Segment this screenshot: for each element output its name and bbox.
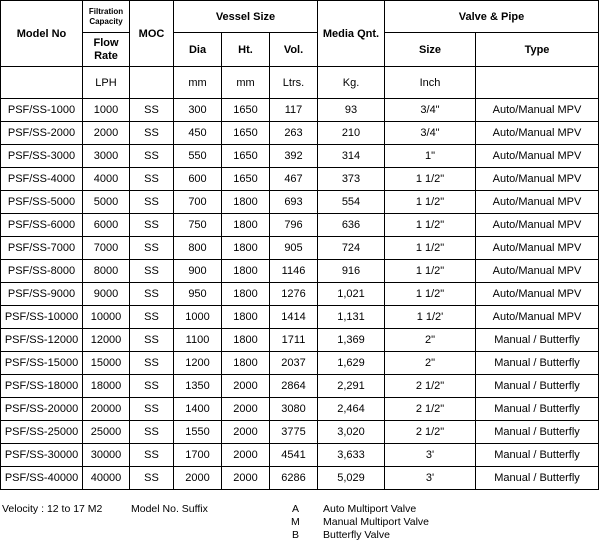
suffix-code-m: M (291, 516, 300, 528)
cell-type: Manual / Butterfly (476, 421, 599, 444)
cell-vol: 905 (270, 237, 318, 260)
cell-type: Manual / Butterfly (476, 375, 599, 398)
cell-vol: 796 (270, 214, 318, 237)
cell-flow: 4000 (83, 168, 130, 191)
cell-vol: 2864 (270, 375, 318, 398)
header-model-no: Model No (1, 1, 83, 67)
header-media-qnt: Media Qnt. (318, 1, 385, 67)
cell-vol: 2037 (270, 352, 318, 375)
table-row (1, 191, 599, 214)
cell-model: PSF/SS-8000 (1, 260, 83, 283)
cell-flow: 6000 (83, 214, 130, 237)
table-row (1, 168, 599, 191)
cell-model: PSF/SS-30000 (1, 444, 83, 467)
cell-type: Auto/Manual MPV (476, 145, 599, 168)
cell-size: 1 1/2" (385, 191, 476, 214)
cell-ht: 1800 (222, 214, 270, 237)
cell-dia: 1200 (174, 352, 222, 375)
table-row (1, 398, 599, 421)
cell-ht: 1650 (222, 122, 270, 145)
unit-moc (130, 67, 174, 99)
unit-model (1, 67, 83, 99)
cell-model: PSF/SS-6000 (1, 214, 83, 237)
cell-vol: 1276 (270, 283, 318, 306)
header-row-2 (1, 33, 599, 67)
table-row (1, 283, 599, 306)
cell-moc: SS (130, 122, 174, 145)
cell-ht: 1650 (222, 99, 270, 122)
cell-ht: 2000 (222, 375, 270, 398)
cell-vol: 467 (270, 168, 318, 191)
cell-media: 724 (318, 237, 385, 260)
header-vol: Vol. (270, 33, 318, 67)
cell-size: 1 1/2' (385, 306, 476, 329)
suffix-desc-b: Butterfly Valve (323, 529, 390, 541)
suffix-code-a: A (292, 503, 300, 515)
cell-dia: 900 (174, 260, 222, 283)
cell-moc: SS (130, 283, 174, 306)
cell-ht: 2000 (222, 421, 270, 444)
cell-ht: 1800 (222, 191, 270, 214)
cell-type: Auto/Manual MPV (476, 168, 599, 191)
cell-ht: 1800 (222, 237, 270, 260)
cell-dia: 1700 (174, 444, 222, 467)
cell-model: PSF/SS-40000 (1, 467, 83, 490)
cell-type: Manual / Butterfly (476, 444, 599, 467)
cell-type: Auto/Manual MPV (476, 283, 599, 306)
cell-model: PSF/SS-25000 (1, 421, 83, 444)
cell-flow: 40000 (83, 467, 130, 490)
cell-type: Auto/Manual MPV (476, 214, 599, 237)
table-row (1, 99, 599, 122)
cell-media: 373 (318, 168, 385, 191)
header-flow-rate: Flow Rate (83, 33, 130, 67)
unit-size: Inch (385, 67, 476, 99)
cell-ht: 2000 (222, 467, 270, 490)
cell-flow: 7000 (83, 237, 130, 260)
table-row (1, 375, 599, 398)
suffix-desc-a: Auto Multiport Valve (323, 503, 417, 515)
cell-media: 916 (318, 260, 385, 283)
cell-vol: 263 (270, 122, 318, 145)
cell-type: Manual / Butterfly (476, 329, 599, 352)
cell-flow: 30000 (83, 444, 130, 467)
cell-flow: 9000 (83, 283, 130, 306)
cell-vol: 1414 (270, 306, 318, 329)
table-row (1, 260, 599, 283)
cell-moc: SS (130, 237, 174, 260)
cell-model: PSF/SS-5000 (1, 191, 83, 214)
cell-media: 2,464 (318, 398, 385, 421)
header-ht: Ht. (222, 33, 270, 67)
cell-type: Auto/Manual MPV (476, 237, 599, 260)
header-valve-pipe: Valve & Pipe (385, 1, 599, 33)
cell-size: 1 1/2" (385, 237, 476, 260)
table-row (1, 122, 599, 145)
cell-model: PSF/SS-9000 (1, 283, 83, 306)
cell-vol: 4541 (270, 444, 318, 467)
cell-type: Auto/Manual MPV (476, 306, 599, 329)
cell-flow: 25000 (83, 421, 130, 444)
header-dia: Dia (174, 33, 222, 67)
cell-dia: 800 (174, 237, 222, 260)
suffix-desc-m: Manual Multiport Valve (323, 516, 430, 528)
cell-ht: 1800 (222, 283, 270, 306)
cell-media: 1,021 (318, 283, 385, 306)
cell-model: PSF/SS-10000 (1, 306, 83, 329)
cell-model: PSF/SS-12000 (1, 329, 83, 352)
cell-dia: 300 (174, 99, 222, 122)
cell-type: Auto/Manual MPV (476, 122, 599, 145)
cell-type: Manual / Butterfly (476, 352, 599, 375)
cell-size: 3' (385, 444, 476, 467)
cell-moc: SS (130, 99, 174, 122)
cell-moc: SS (130, 306, 174, 329)
cell-flow: 18000 (83, 375, 130, 398)
cell-flow: 3000 (83, 145, 130, 168)
cell-vol: 6286 (270, 467, 318, 490)
table-body (1, 99, 599, 490)
cell-size: 1" (385, 145, 476, 168)
cell-flow: 5000 (83, 191, 130, 214)
unit-dia: mm (174, 67, 222, 99)
header-vessel-size: Vessel Size (174, 1, 318, 33)
cell-type: Auto/Manual MPV (476, 99, 599, 122)
cell-ht: 1800 (222, 306, 270, 329)
cell-model: PSF/SS-1000 (1, 99, 83, 122)
table-row (1, 145, 599, 168)
cell-size: 3' (385, 467, 476, 490)
cell-media: 554 (318, 191, 385, 214)
cell-dia: 1550 (174, 421, 222, 444)
header-size: Size (385, 33, 476, 67)
table-row (1, 306, 599, 329)
cell-dia: 2000 (174, 467, 222, 490)
cell-model: PSF/SS-2000 (1, 122, 83, 145)
cell-type: Manual / Butterfly (476, 467, 599, 490)
cell-moc: SS (130, 168, 174, 191)
cell-flow: 15000 (83, 352, 130, 375)
cell-ht: 1800 (222, 260, 270, 283)
cell-moc: SS (130, 260, 174, 283)
cell-size: 1 1/2" (385, 214, 476, 237)
cell-model: PSF/SS-20000 (1, 398, 83, 421)
cell-dia: 1350 (174, 375, 222, 398)
cell-vol: 3775 (270, 421, 318, 444)
table-row (1, 467, 599, 490)
cell-dia: 550 (174, 145, 222, 168)
cell-moc: SS (130, 398, 174, 421)
cell-moc: SS (130, 444, 174, 467)
cell-size: 3/4" (385, 122, 476, 145)
unit-flow: LPH (83, 67, 130, 99)
cell-moc: SS (130, 352, 174, 375)
unit-vol: Ltrs. (270, 67, 318, 99)
cell-media: 636 (318, 214, 385, 237)
cell-vol: 1711 (270, 329, 318, 352)
cell-dia: 1400 (174, 398, 222, 421)
cell-ht: 2000 (222, 444, 270, 467)
cell-model: PSF/SS-18000 (1, 375, 83, 398)
table-row (1, 237, 599, 260)
cell-size: 2 1/2" (385, 375, 476, 398)
cell-type: Auto/Manual MPV (476, 260, 599, 283)
cell-media: 210 (318, 122, 385, 145)
cell-flow: 8000 (83, 260, 130, 283)
suffix-label: Model No. Suffix (131, 503, 208, 515)
cell-dia: 600 (174, 168, 222, 191)
cell-media: 3,020 (318, 421, 385, 444)
unit-media: Kg. (318, 67, 385, 99)
cell-moc: SS (130, 375, 174, 398)
cell-dia: 750 (174, 214, 222, 237)
cell-moc: SS (130, 329, 174, 352)
cell-model: PSF/SS-15000 (1, 352, 83, 375)
table-row (1, 329, 599, 352)
cell-size: 2 1/2" (385, 398, 476, 421)
cell-vol: 117 (270, 99, 318, 122)
cell-flow: 10000 (83, 306, 130, 329)
cell-size: 1 1/2" (385, 283, 476, 306)
cell-media: 3,633 (318, 444, 385, 467)
cell-vol: 3080 (270, 398, 318, 421)
cell-flow: 1000 (83, 99, 130, 122)
cell-dia: 950 (174, 283, 222, 306)
cell-vol: 1146 (270, 260, 318, 283)
cell-flow: 12000 (83, 329, 130, 352)
header-type: Type (476, 33, 599, 67)
cell-media: 314 (318, 145, 385, 168)
cell-ht: 1650 (222, 168, 270, 191)
cell-ht: 2000 (222, 398, 270, 421)
cell-media: 5,029 (318, 467, 385, 490)
cell-vol: 392 (270, 145, 318, 168)
cell-moc: SS (130, 191, 174, 214)
table-row (1, 214, 599, 237)
table-row (1, 444, 599, 467)
cell-size: 1 1/2" (385, 260, 476, 283)
cell-dia: 700 (174, 191, 222, 214)
cell-size: 2" (385, 329, 476, 352)
cell-media: 93 (318, 99, 385, 122)
cell-type: Manual / Butterfly (476, 398, 599, 421)
cell-model: PSF/SS-7000 (1, 237, 83, 260)
units-row (1, 67, 599, 99)
cell-moc: SS (130, 421, 174, 444)
cell-ht: 1800 (222, 352, 270, 375)
cell-vol: 693 (270, 191, 318, 214)
unit-ht: mm (222, 67, 270, 99)
cell-dia: 1000 (174, 306, 222, 329)
header-filtration-capacity: Filtration Capacity (83, 1, 130, 33)
suffix-code-b: B (292, 529, 300, 541)
cell-media: 1,131 (318, 306, 385, 329)
cell-dia: 1100 (174, 329, 222, 352)
cell-media: 1,369 (318, 329, 385, 352)
cell-flow: 2000 (83, 122, 130, 145)
cell-ht: 1650 (222, 145, 270, 168)
cell-moc: SS (130, 467, 174, 490)
cell-moc: SS (130, 214, 174, 237)
cell-flow: 20000 (83, 398, 130, 421)
cell-size: 3/4" (385, 99, 476, 122)
header-moc: MOC (130, 1, 174, 67)
cell-media: 2,291 (318, 375, 385, 398)
cell-model: PSF/SS-4000 (1, 168, 83, 191)
cell-media: 1,629 (318, 352, 385, 375)
cell-dia: 450 (174, 122, 222, 145)
cell-size: 2" (385, 352, 476, 375)
cell-size: 1 1/2" (385, 168, 476, 191)
cell-ht: 1800 (222, 329, 270, 352)
cell-model: PSF/SS-3000 (1, 145, 83, 168)
cell-moc: SS (130, 145, 174, 168)
unit-type (476, 67, 599, 99)
header-row-1 (1, 1, 599, 33)
table-row (1, 421, 599, 444)
cell-size: 2 1/2" (385, 421, 476, 444)
cell-type: Auto/Manual MPV (476, 191, 599, 214)
velocity-note: Velocity : 12 to 17 M2 (2, 503, 103, 515)
table-row (1, 352, 599, 375)
